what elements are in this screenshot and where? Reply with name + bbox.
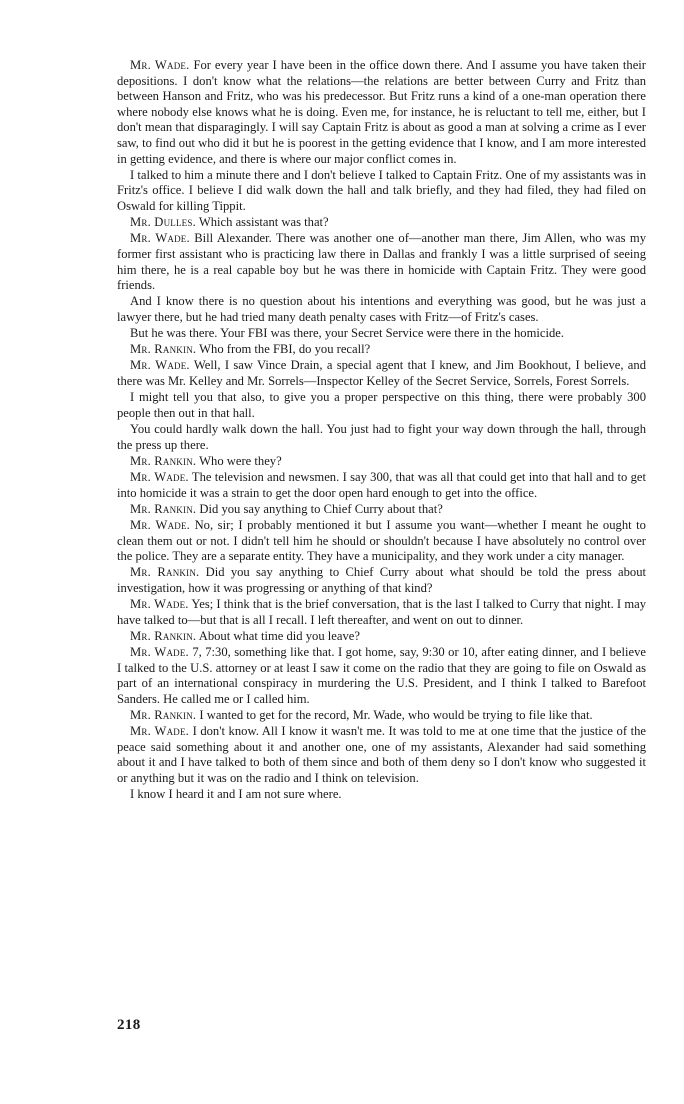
speaker-name: Mr. Dulles. <box>130 215 196 230</box>
speaker-name: Mr. Rankin. <box>130 565 200 580</box>
speaker-name: Mr. Wade. <box>130 231 190 246</box>
speaker-name: Mr. Wade. <box>130 469 189 484</box>
speaker-name: Mr. Wade. <box>130 58 190 72</box>
paragraph-text: Yes; I think that is the brief conversation, that is the last I talked to Curry that night. I may have talked to—but that is all I recall. I left thereafter, and went on out to dinner. <box>117 597 647 627</box>
testimony-paragraph <box>117 518 646 565</box>
paragraph-text: Did you say anything to Chief Curry about what should be told the press about investigation, how it was progressing or anything of that kind? <box>117 565 646 595</box>
testimony-paragraph <box>117 724 646 786</box>
paragraph-text: Did you say anything to Chief Curry about that? <box>199 501 443 516</box>
testimony-paragraph <box>117 787 646 803</box>
testimony-paragraph <box>117 168 646 215</box>
paragraph-text: Who from the FBI, do you recall? <box>199 342 371 357</box>
page-number: 218 <box>117 1017 141 1033</box>
testimony-paragraph <box>117 326 646 342</box>
testimony-paragraph <box>117 645 646 707</box>
paragraph-text: Which assistant was that? <box>198 215 329 230</box>
testimony-paragraph <box>117 502 646 518</box>
paragraph-text: But he was there. Your FBI was there, your Secret Service were there in the homicide. <box>130 326 565 341</box>
paragraph-text: I don't know. All I know it wasn't me. It was told to me at one time that the justice of the peace said something about it and another one, one of my assistants, Alexander had said something about it and I have talked to both of them since and both of them deny so I don't know who suggested it or anything but it was on the radio and I think on television. <box>117 724 646 785</box>
testimony-paragraph <box>117 629 646 645</box>
paragraph-text: The television and newsmen. I say 300, that was all that could get into that hall and to get into homicide it was a strain to get the door open hard enough to get into the office. <box>117 469 647 500</box>
testimony-paragraph <box>117 390 646 421</box>
speaker-name: Mr. Wade. <box>130 597 189 612</box>
testimony-paragraph <box>117 565 646 596</box>
paragraph-text: Well, I saw Vince Drain, a special agent that I knew, and Jim Bookhout, I believe, and there was Mr. Kelley and Mr. Sorrels—Inspector Kelley of the Secret Service, Sorrels, Forest Sorrels. <box>117 358 646 389</box>
speaker-name: Mr. Rankin. <box>130 501 197 516</box>
paragraph-text: And I know there is no question about his intentions and everything was good, but he was just a lawyer there, but he had tried many death penalty cases with Fritz—of Fritz's cases. <box>117 294 646 324</box>
speaker-name: Mr. Wade. <box>130 724 190 739</box>
paragraph-text: I talked to him a minute there and I don't believe I talked to Captain Fritz. One of my assistants was in Fritz's office. I believe I did walk down the hall and talk briefly, and they had filed, they had filed on Oswald for killing Tippit. <box>117 167 646 213</box>
testimony-paragraph <box>117 708 646 724</box>
testimony-paragraph <box>117 58 646 167</box>
paragraph-text: I might tell you that also, to give you a proper perspective on this thing, there were probably 300 people then out in that hall. <box>117 390 646 420</box>
speaker-name: Mr. Wade. <box>130 645 189 660</box>
testimony-paragraph <box>117 470 646 501</box>
paragraph-text: 7, 7:30, something like that. I got home, say, 9:30 or 10, after eating dinner, and I believe I talked to the U.S. attorney or at least I saw it come on the radio that they are going to file on Oswald as part of an international conspiracy in murdering the U.S. President, and I think I talked to Barefoot Sanders. He called me or I called him. <box>117 645 646 706</box>
testimony-paragraph <box>117 231 646 293</box>
testimony-paragraph <box>117 342 646 358</box>
speaker-name: Mr. Wade. <box>130 517 191 532</box>
paragraph-text: You could hardly walk down the hall. You just had to fight your way down through the hall, through the press up there. <box>117 422 646 452</box>
speaker-name: Mr. Rankin. <box>130 708 197 723</box>
testimony-paragraph <box>117 215 646 231</box>
paragraph-text: I wanted to get for the record, Mr. Wade, who would be trying to file like that. <box>199 708 593 723</box>
speaker-name: Mr. Wade. <box>130 358 190 373</box>
speaker-name: Mr. Rankin. <box>130 342 197 357</box>
speaker-name: Mr. Rankin. <box>130 628 197 643</box>
testimony-paragraph <box>117 358 646 389</box>
testimony-paragraph <box>117 422 646 453</box>
testimony-paragraph <box>117 294 646 325</box>
paragraph-text: No, sir; I probably mentioned it but I assume you want—whether I meant he ought to clean them out or not. I didn't tell him he should or shouldn't because I have absolutely no control over the police. They are a separate entity. They have a municipality, and they work under a city manager. <box>117 517 646 564</box>
paragraph-text: Who were they? <box>199 453 282 468</box>
speaker-name: Mr. Rankin. <box>130 453 197 468</box>
paragraph-text: Bill Alexander. There was another one of—another man there, Jim Allen, who was my former first assistant who is practicing law there in Dallas and frankly I was a little surprised of seeing him there, he is a real capable boy but he was there in homicide with Captain Fritz. They were good friends. <box>117 231 647 293</box>
paragraph-text: I know I heard it and I am not sure where. <box>130 787 342 802</box>
testimony-paragraph <box>117 597 646 628</box>
testimony-text <box>117 58 646 803</box>
testimony-paragraph <box>117 454 646 470</box>
paragraph-text: For every year I have been in the office down there. And I assume you have taken their depositions. I don't know what the relations—the relations are better between Curry and Fritz than between Hanson and Fritz, who was his predecessor. But Fritz runs a kind of a one-man operation there where nobody else knows what he is doing. Even me, for instance, he is reluctant to tell me, either, but I don't mean that disparagingly. I will say Captain Fritz is about as good a man at solving a crime as I ever saw, to find out who did it but he is poorest in the getting evidence that I know, and I am more interested in getting evidence, and there is where our major conflict comes in. <box>117 58 647 166</box>
paragraph-text: About what time did you leave? <box>198 628 360 643</box>
